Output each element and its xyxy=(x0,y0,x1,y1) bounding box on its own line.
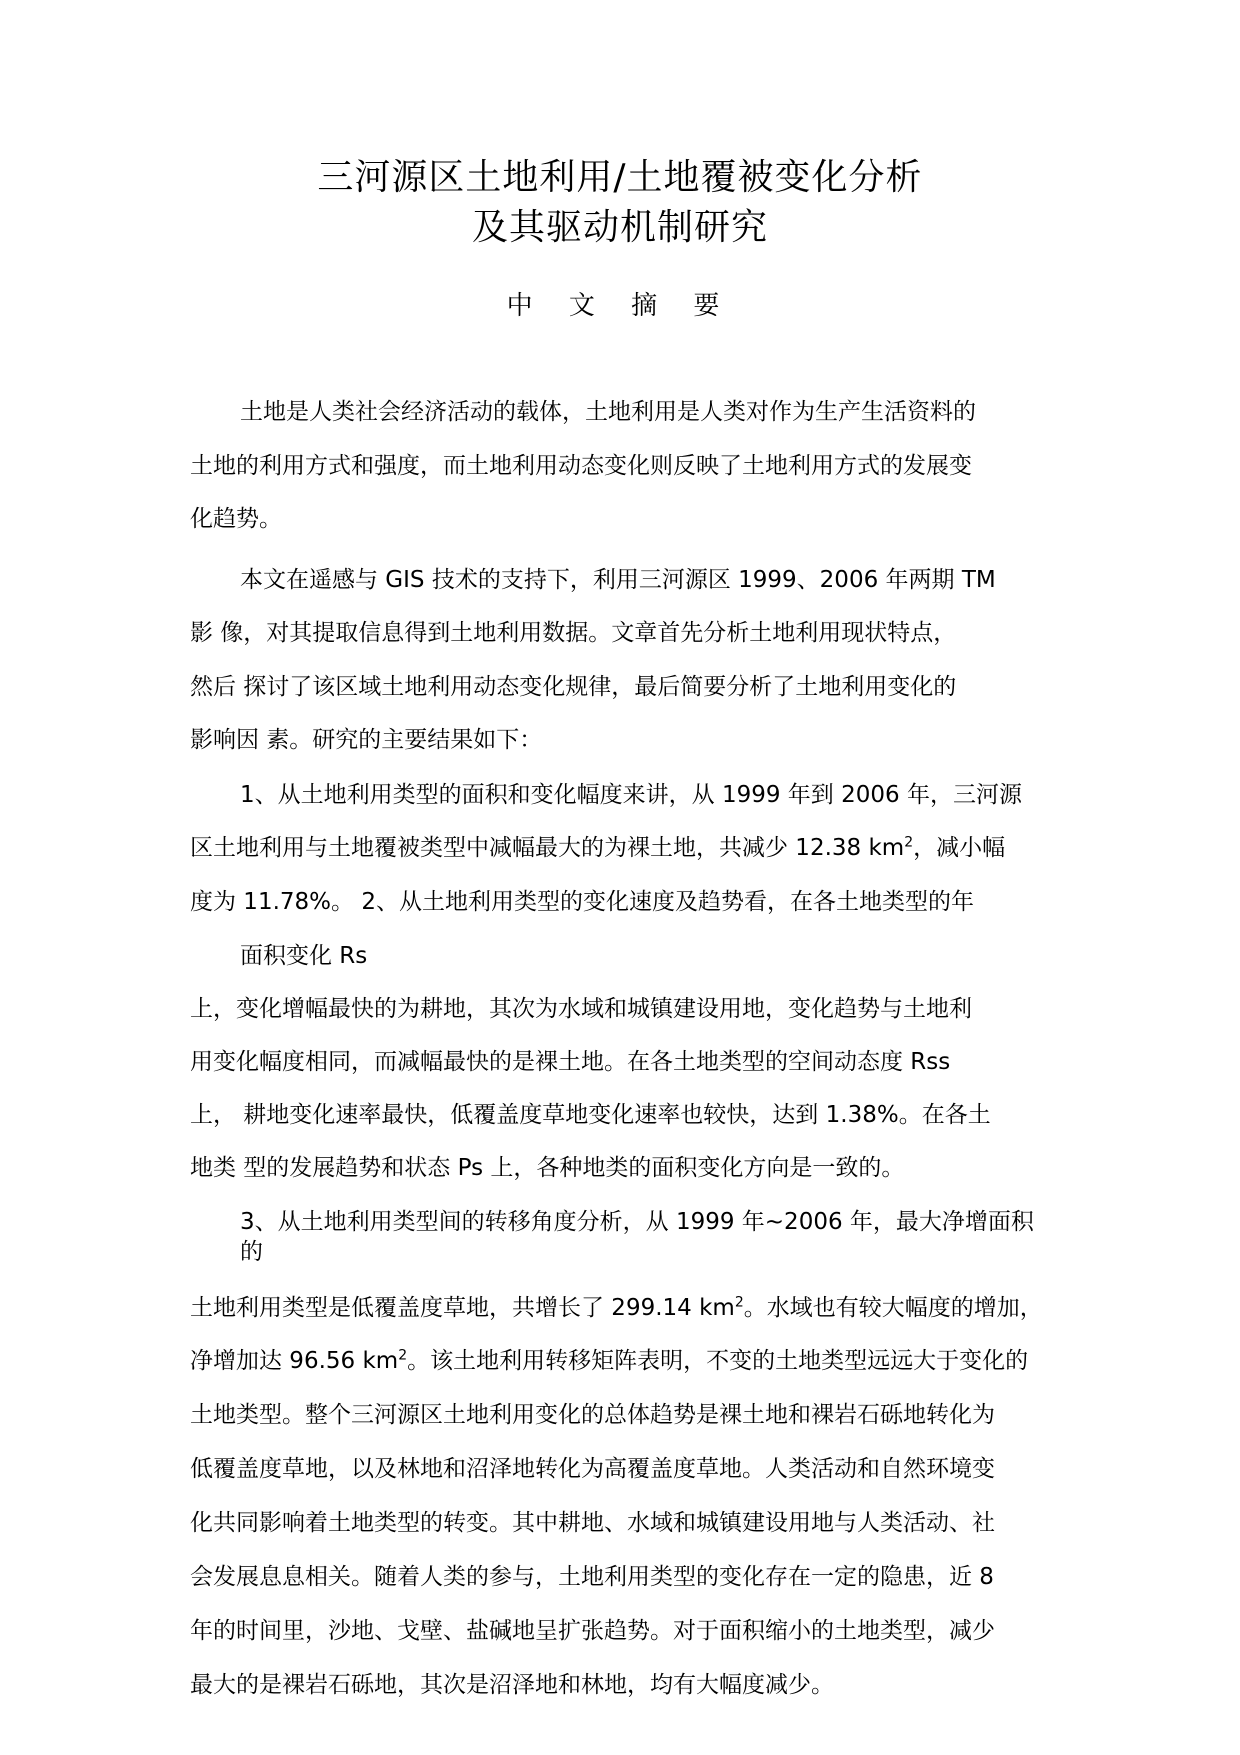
text-line: 最大的是裸岩石砾地，其次是沼泽地和林地，均有大幅度减少。 xyxy=(190,1672,834,1698)
text-line: 3、从土地利用类型间的转移角度分析，从 1999 年~2006 年，最大净增面积 xyxy=(240,1209,1034,1235)
text-line: 土地类型。整个三河源区土地利用变化的总体趋势是裸土地和裸岩石砾地转化为 xyxy=(190,1402,995,1428)
text-line: 1、从土地利用类型的面积和变化幅度来讲，从 1999 年到 2006 年，三河源 xyxy=(240,782,1022,808)
text-line: 土地的利用方式和强度，而土地利用动态变化则反映了土地利用方式的发展变 xyxy=(190,453,972,479)
text-line: 面积变化 Rs xyxy=(240,943,368,969)
text-line xyxy=(190,1345,1028,1377)
superscript: 2 xyxy=(398,1347,408,1364)
text-segment: 土地利用类型是低覆盖度草地，共增长了 299.14 km xyxy=(190,1295,735,1321)
text-line: 土地是人类社会经济活动的载体，土地利用是人类对作为生产生活资料的 xyxy=(240,399,976,425)
text-line: 化共同影响着土地类型的转变。其中耕地、水域和城镇建设用地与人类活动、社 xyxy=(190,1510,995,1536)
text-line xyxy=(190,832,1005,864)
text-line: 地类 型的发展趋势和状态 Ps 上，各种地类的面积变化方向是一致的。 xyxy=(190,1155,905,1181)
text-line: 用变化幅度相同，而减幅最快的是裸土地。在各土地类型的空间动态度 Rss xyxy=(190,1049,951,1075)
title-line-2: 及其驱动机制研究 xyxy=(471,207,768,248)
text-segment: 。该土地利用转移矩阵表明，不变的土地类型远远大于变化的 xyxy=(407,1348,1029,1374)
superscript: 2 xyxy=(904,834,914,851)
text-line xyxy=(190,1292,1043,1324)
text-line: 影 像，对其提取信息得到土地利用数据。文章首先分析土地利用现状特点， xyxy=(190,620,957,646)
text-line: 年的时间里，沙地、戈壁、盐碱地呈扩张趋势。对于面积缩小的土地类型，减少 xyxy=(190,1618,995,1644)
text-line: 上， 耕地变化速率最快，低覆盖度草地变化速率也较快，达到 1.38%。在各土 xyxy=(190,1102,991,1128)
abstract-heading: 中 文 摘 要 xyxy=(506,291,734,321)
text-line: 会发展息息相关。随着人类的参与，土地利用类型的变化存在一定的隐患，近 8 xyxy=(190,1564,994,1590)
text-line: 影响因 素。研究的主要结果如下： xyxy=(190,727,543,753)
text-line: 低覆盖度草地，以及林地和沼泽地转化为高覆盖度草地。人类活动和自然环境变 xyxy=(190,1456,995,1482)
text-segment: 净增加达 96.56 km xyxy=(190,1348,399,1374)
text-line: 上，变化增幅最快的为耕地，其次为水域和城镇建设用地，变化趋势与土地利 xyxy=(190,996,972,1022)
text-line: 然后 探讨了该区域土地利用动态变化规律，最后简要分析了土地利用变化的 xyxy=(190,674,957,700)
title-line-1: 三河源区土地利用/土地覆被变化分析 xyxy=(317,157,923,198)
text-line: 的 xyxy=(240,1239,263,1265)
text-segment: 。水域也有较大幅度的增加， xyxy=(743,1295,1043,1321)
text-line: 本文在遥感与 GIS 技术的支持下，利用三河源区 1999、2006 年两期 TM xyxy=(240,567,996,593)
text-segment: 区土地利用与土地覆被类型中减幅最大的为裸土地，共减少 12.38 km xyxy=(190,835,905,861)
superscript: 2 xyxy=(734,1294,744,1311)
text-segment: ，减小幅 xyxy=(913,835,1006,861)
text-line: 度为 11.78%。 2、从土地利用类型的变化速度及趋势看，在各土地类型的年 xyxy=(190,889,974,915)
text-line: 化趋势。 xyxy=(190,506,282,532)
